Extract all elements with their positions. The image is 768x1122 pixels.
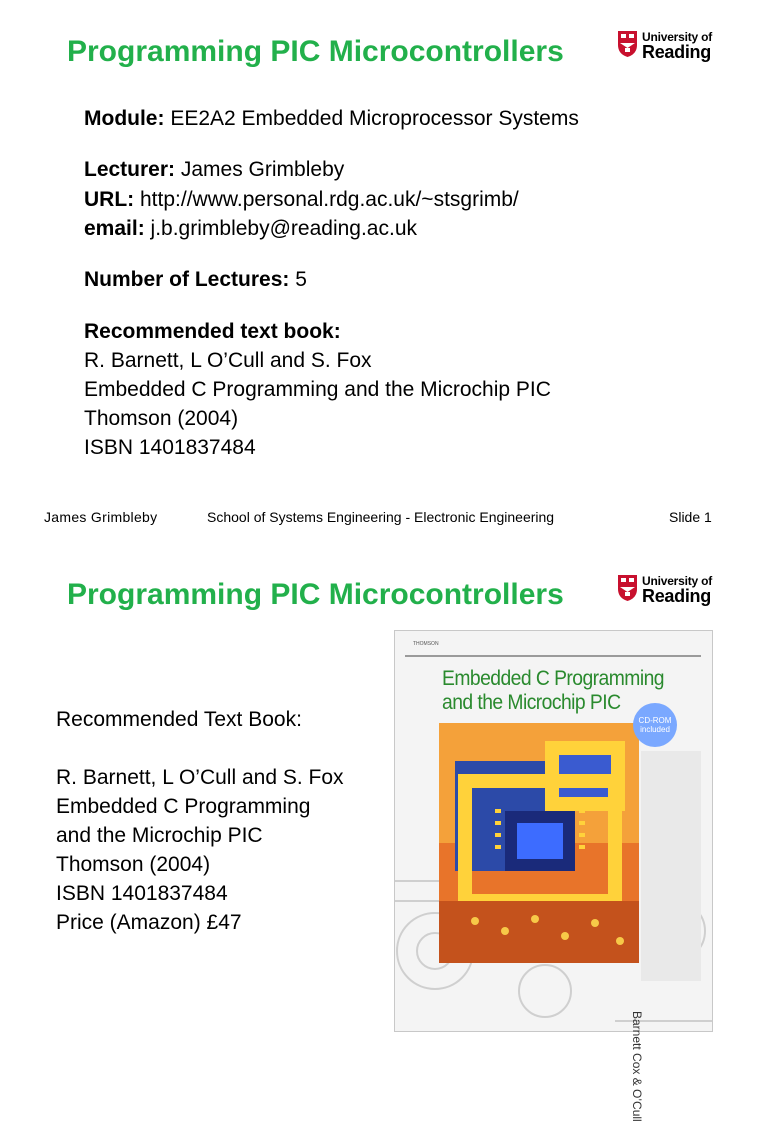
footer-author: James Grimbleby	[44, 509, 158, 525]
url-label: URL:	[84, 188, 135, 211]
email-line	[84, 215, 417, 243]
text-line: Price (Amazon) £47	[56, 911, 242, 934]
shield-icon	[617, 30, 638, 58]
module-label: Module:	[84, 107, 165, 130]
lecturer-value: James Grimbleby	[180, 158, 345, 181]
cd-rom-badge	[633, 703, 677, 747]
lectures-label: Number of Lectures:	[84, 268, 290, 291]
book-cover-image	[394, 630, 713, 1122]
book-line: Thomson (2004)	[84, 407, 239, 430]
email-label: email:	[84, 217, 145, 240]
logo-line-2: Reading	[642, 586, 711, 606]
text-line: and the Microchip PIC	[56, 824, 263, 847]
slide-title: Programming PIC Microcontrollers	[67, 578, 564, 611]
slide-1	[0, 0, 768, 540]
module-value: EE2A2 Embedded Microprocessor Systems	[170, 107, 579, 130]
cover-authors: Barnett Cox & O’Cull	[630, 1011, 644, 1122]
book-label: Recommended text book:	[84, 320, 341, 343]
lectures-line	[84, 266, 307, 294]
lecturer-label: Lecturer:	[84, 158, 176, 181]
cover-publisher: THOMSON	[413, 641, 439, 647]
university-logo	[617, 30, 717, 64]
lecturer-line	[84, 156, 344, 184]
logo-line-2: Reading	[642, 42, 711, 62]
text-line: R. Barnett, L O’Cull and S. Fox	[56, 766, 344, 789]
text-line: ISBN 1401837484	[56, 882, 228, 905]
badge-line: CD-ROM	[638, 716, 672, 725]
slide-2	[0, 560, 768, 1122]
cover-title-line: and the Microchip PIC	[442, 691, 621, 714]
footer-slide-number: Slide 1	[669, 509, 712, 525]
university-logo	[617, 574, 717, 608]
text-line: Thomson (2004)	[56, 853, 211, 876]
url-line	[84, 186, 519, 214]
shield-icon	[617, 574, 638, 602]
book-heading	[84, 318, 341, 346]
book-line: R. Barnett, L O’Cull and S. Fox	[84, 349, 372, 372]
cover-title-line: Embedded C Programming	[442, 667, 664, 690]
text-line: Embedded C Programming	[56, 795, 311, 818]
logo-line-1: University of	[642, 30, 713, 44]
email-value[interactable]: j.b.grimbleby@reading.ac.uk	[150, 217, 417, 240]
lectures-value: 5	[295, 268, 307, 291]
footer-school: School of Systems Engineering - Electronic Engineering	[207, 509, 555, 525]
text-line: Recommended Text Book:	[56, 708, 302, 731]
url-value[interactable]: http://www.personal.rdg.ac.uk/~stsgrimb/	[140, 188, 519, 211]
book-line: ISBN 1401837484	[84, 436, 256, 459]
cover-title	[442, 667, 664, 715]
book-line: Embedded C Programming and the Microchip PIC	[84, 378, 551, 401]
logo-line-1: University of	[642, 574, 713, 588]
module-line	[84, 105, 579, 133]
slide-title: Programming PIC Microcontrollers	[67, 35, 564, 68]
badge-line: included	[640, 725, 670, 734]
